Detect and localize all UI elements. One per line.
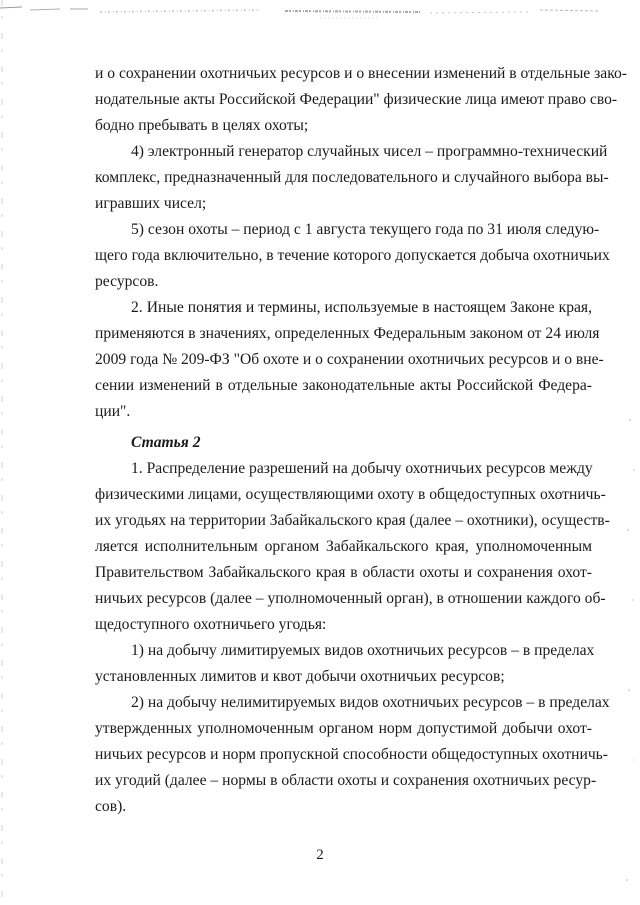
- text-line: сов).: [95, 798, 127, 815]
- scan-edge-left: [0, 0, 6, 905]
- text-line: бодно пребывать в целях охоты;: [95, 117, 309, 134]
- text-line: 1. Распределение разрешений на добычу охотничьих ресурсов между: [131, 460, 593, 477]
- text-line: щего года включительно, в течение которого допускается добыча охотничьих: [95, 247, 610, 264]
- text-line: ции".: [95, 403, 131, 420]
- text-line: их угодьях на территории Забайкальского края (далее – охотники), осуществ-: [95, 512, 610, 529]
- text-line: 2. Иные понятия и термины, используемые в настоящем Законе края,: [131, 299, 592, 316]
- text-line: утвержденных уполномоченным органом норм допустимой добычи охот-: [95, 720, 592, 737]
- text-line: игравших чисел;: [95, 195, 207, 212]
- text-line: 5) сезон охоты – период с 1 августа текущего года по 31 июля следую-: [131, 221, 600, 238]
- text-line: 4) электронный генератор случайных чисел – программно-технический: [131, 143, 608, 160]
- article-heading: Статья 2: [131, 434, 201, 451]
- scan-noise-top: [0, 0, 640, 26]
- text-line: ресурсов.: [95, 273, 159, 290]
- text-line: Правительством Забайкальского края в области охоты и сохранения охот-: [95, 564, 592, 581]
- text-line: комплекс, предназначенный для последовательного и случайного выбора вы-: [95, 169, 609, 186]
- page-number: 2: [316, 847, 324, 863]
- text-line: и о сохранении охотничьих ресурсов и о внесении изменений в отдельные зако-: [95, 65, 627, 82]
- text-line: 2009 года № 209-ФЗ "Об охоте и о сохранении охотничьих ресурсов и о вне-: [95, 351, 604, 368]
- text-line: ничьих ресурсов (далее – уполномоченный орган), в отношении каждого об-: [95, 590, 606, 607]
- scan-noise-right: [618, 0, 640, 905]
- text-line: сении изменений в отдельные законодательные акты Российской Федера-: [95, 377, 592, 394]
- text-line: нодательные акты Российской Федерации" физические лица имеют право сво-: [95, 91, 618, 108]
- text-line: применяются в значениях, определенных Федеральным законом от 24 июля: [95, 325, 600, 342]
- text-line: их угодий (далее – нормы в области охоты и сохранения охотничьих ресур-: [95, 772, 597, 789]
- text-line: ляется исполнительным органом Забайкальского края, уполномоченным: [95, 538, 592, 555]
- text-line: 2) на добычу нелимитируемых видов охотничьих ресурсов – в пределах: [131, 694, 610, 711]
- text-line: установленных лимитов и квот добычи охотничьих ресурсов;: [95, 668, 505, 685]
- text-line: 1) на добычу лимитируемых видов охотничьих ресурсов – в пределах: [131, 642, 595, 659]
- text-line: физическими лицами, осуществляющими охоту в общедоступных охотничь-: [95, 486, 606, 503]
- text-line: щедоступного охотничьего угодья:: [95, 616, 327, 633]
- text-line: ничьих ресурсов и норм пропускной способности общедоступных охотничь-: [95, 746, 608, 763]
